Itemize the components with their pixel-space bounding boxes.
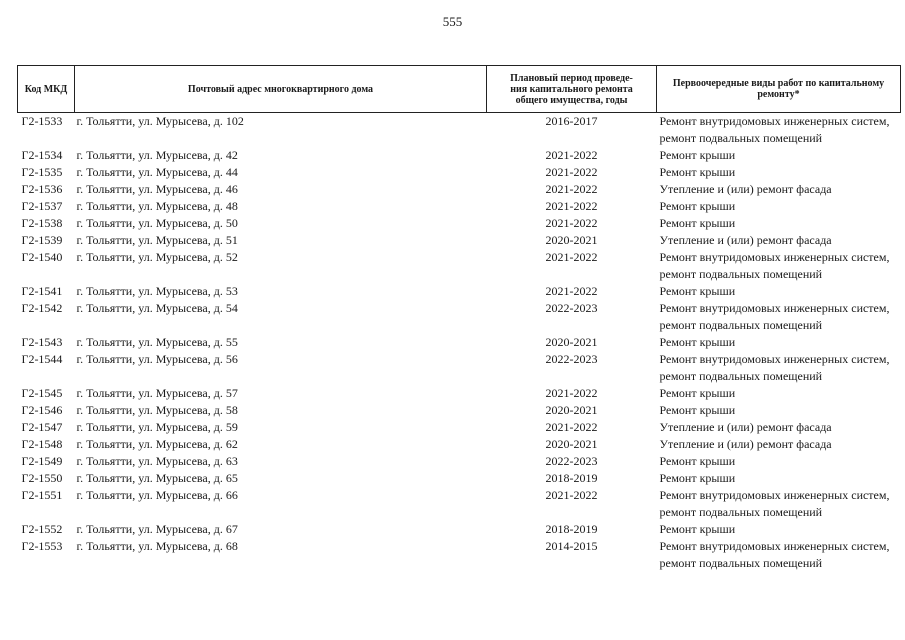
priority-works — [657, 487, 901, 521]
mkd-code: Г2-1544 — [21, 352, 63, 366]
work-item: Ремонт внутридомовых инженерных систем, — [659, 250, 890, 264]
priority-works — [657, 113, 901, 148]
table-row — [18, 402, 901, 419]
postal-address: г. Тольятти, ул. Мурысева, д. 44 — [76, 165, 238, 179]
table-row — [18, 487, 901, 521]
priority-works — [657, 147, 901, 164]
work-item: ремонт подвальных помещений — [659, 556, 823, 570]
postal-address: г. Тольятти, ул. Мурысева, д. 102 — [76, 114, 244, 128]
table-row — [18, 538, 901, 572]
postal-address: г. Тольятти, ул. Мурысева, д. 53 — [76, 284, 238, 298]
work-item: ремонт подвальных помещений — [659, 267, 823, 281]
work-item: Ремонт внутридомовых инженерных систем, — [659, 539, 890, 553]
mkd-code: Г2-1543 — [21, 335, 63, 349]
header-period-line: Плановый период проведе- — [510, 72, 633, 84]
postal-address: г. Тольятти, ул. Мурысева, д. 48 — [76, 199, 238, 213]
mkd-code: Г2-1540 — [21, 250, 63, 264]
work-item: Ремонт внутридомовых инженерных систем, — [659, 352, 890, 366]
planned-period: 2021-2022 — [545, 488, 598, 502]
table-row — [18, 334, 901, 351]
table-header — [18, 66, 901, 113]
postal-address: г. Тольятти, ул. Мурысева, д. 59 — [76, 420, 238, 434]
postal-address: г. Тольятти, ул. Мурысева, д. 66 — [76, 488, 238, 502]
planned-period: 2016-2017 — [545, 114, 598, 128]
work-item: ремонт подвальных помещений — [659, 369, 823, 383]
header-address: Почтовый адрес многоквартирного дома — [75, 66, 487, 113]
postal-address: г. Тольятти, ул. Мурысева, д. 54 — [76, 301, 238, 315]
postal-address: г. Тольятти, ул. Мурысева, д. 51 — [76, 233, 238, 247]
planned-period: 2020-2021 — [545, 437, 598, 451]
priority-works — [657, 249, 901, 283]
work-item: Ремонт крыши — [659, 522, 736, 536]
header-period-line: общего имущества, годы — [515, 94, 628, 106]
planned-period: 2022-2023 — [545, 301, 598, 315]
work-item: Ремонт крыши — [659, 454, 736, 468]
work-item: Утепление и (или) ремонт фасада — [659, 437, 832, 451]
planned-period: 2022-2023 — [545, 454, 598, 468]
page-number: 555 — [442, 14, 463, 29]
priority-works — [657, 215, 901, 232]
table-row — [18, 232, 901, 249]
header-row — [18, 66, 901, 113]
planned-period: 2021-2022 — [545, 165, 598, 179]
priority-works — [657, 283, 901, 300]
planned-period: 2021-2022 — [545, 250, 598, 264]
postal-address: г. Тольятти, ул. Мурысева, д. 55 — [76, 335, 238, 349]
priority-works — [657, 198, 901, 215]
planned-period: 2022-2023 — [545, 352, 598, 366]
mkd-code: Г2-1550 — [21, 471, 63, 485]
mkd-code: Г2-1545 — [21, 386, 63, 400]
postal-address: г. Тольятти, ул. Мурысева, д. 56 — [76, 352, 238, 366]
table-row — [18, 453, 901, 470]
priority-works — [657, 453, 901, 470]
planned-period: 2020-2021 — [545, 335, 598, 349]
planned-period: 2021-2022 — [545, 420, 598, 434]
mkd-code: Г2-1548 — [21, 437, 63, 451]
postal-address: г. Тольятти, ул. Мурысева, д. 52 — [76, 250, 238, 264]
table-row — [18, 215, 901, 232]
planned-period: 2018-2019 — [545, 522, 598, 536]
postal-address: г. Тольятти, ул. Мурысева, д. 50 — [76, 216, 238, 230]
table-row — [18, 300, 901, 334]
table-row — [18, 521, 901, 538]
table-row — [18, 385, 901, 402]
mkd-code: Г2-1552 — [21, 522, 63, 536]
postal-address: г. Тольятти, ул. Мурысева, д. 42 — [76, 148, 238, 162]
work-item: Ремонт внутридомовых инженерных систем, — [659, 114, 890, 128]
priority-works — [657, 300, 901, 334]
priority-works — [657, 181, 901, 198]
work-item: Утепление и (или) ремонт фасада — [659, 420, 832, 434]
work-item: Ремонт крыши — [659, 284, 736, 298]
table-row — [18, 351, 901, 385]
priority-works — [657, 334, 901, 351]
mkd-code: Г2-1533 — [21, 114, 63, 128]
priority-works — [657, 419, 901, 436]
work-item: Утепление и (или) ремонт фасада — [659, 182, 832, 196]
mkd-code: Г2-1539 — [21, 233, 63, 247]
table-row — [18, 249, 901, 283]
priority-works — [657, 385, 901, 402]
table-body — [18, 113, 901, 573]
planned-period: 2020-2021 — [545, 403, 598, 417]
priority-works — [657, 521, 901, 538]
priority-works — [657, 436, 901, 453]
postal-address: г. Тольятти, ул. Мурысева, д. 62 — [76, 437, 238, 451]
priority-works — [657, 402, 901, 419]
work-item: Ремонт крыши — [659, 216, 736, 230]
table-row — [18, 164, 901, 181]
mkd-code: Г2-1536 — [21, 182, 63, 196]
header-code: Код МКД — [18, 66, 75, 113]
priority-works — [657, 351, 901, 385]
repair-schedule-table — [17, 65, 901, 572]
postal-address: г. Тольятти, ул. Мурысева, д. 67 — [76, 522, 238, 536]
planned-period: 2021-2022 — [545, 216, 598, 230]
work-item: Ремонт крыши — [659, 335, 736, 349]
mkd-code: Г2-1534 — [21, 148, 63, 162]
work-item: Ремонт крыши — [659, 386, 736, 400]
header-period — [487, 66, 657, 113]
header-period-line: ния капитального ремонта — [510, 83, 633, 95]
work-item: Утепление и (или) ремонт фасада — [659, 233, 832, 247]
priority-works — [657, 470, 901, 487]
postal-address: г. Тольятти, ул. Мурысева, д. 63 — [76, 454, 238, 468]
work-item: Ремонт крыши — [659, 148, 736, 162]
priority-works — [657, 164, 901, 181]
table-row — [18, 436, 901, 453]
work-item: Ремонт внутридомовых инженерных систем, — [659, 301, 890, 315]
planned-period: 2018-2019 — [545, 471, 598, 485]
planned-period: 2021-2022 — [545, 199, 598, 213]
postal-address: г. Тольятти, ул. Мурысева, д. 68 — [76, 539, 238, 553]
table-row — [18, 147, 901, 164]
work-item: Ремонт крыши — [659, 165, 736, 179]
mkd-code: Г2-1542 — [21, 301, 63, 315]
work-item: ремонт подвальных помещений — [659, 131, 823, 145]
postal-address: г. Тольятти, ул. Мурысева, д. 57 — [76, 386, 238, 400]
work-item: ремонт подвальных помещений — [659, 318, 823, 332]
mkd-code: Г2-1553 — [21, 539, 63, 553]
planned-period: 2021-2022 — [545, 386, 598, 400]
header-works — [657, 66, 901, 113]
work-item: Ремонт крыши — [659, 199, 736, 213]
planned-period: 2021-2022 — [545, 148, 598, 162]
table-row — [18, 470, 901, 487]
table-row — [18, 113, 901, 148]
mkd-code: Г2-1538 — [21, 216, 63, 230]
table-row — [18, 283, 901, 300]
postal-address: г. Тольятти, ул. Мурысева, д. 65 — [76, 471, 238, 485]
mkd-code: Г2-1546 — [21, 403, 63, 417]
work-item: Ремонт крыши — [659, 471, 736, 485]
mkd-code: Г2-1535 — [21, 165, 63, 179]
priority-works — [657, 232, 901, 249]
work-item: Ремонт крыши — [659, 403, 736, 417]
priority-works — [657, 538, 901, 572]
planned-period: 2014-2015 — [545, 539, 598, 553]
mkd-code: Г2-1537 — [21, 199, 63, 213]
planned-period: 2020-2021 — [545, 233, 598, 247]
mkd-code: Г2-1547 — [21, 420, 63, 434]
header-works-line: ремонту* — [757, 89, 800, 100]
planned-period: 2021-2022 — [545, 182, 598, 196]
table-row — [18, 198, 901, 215]
table-row — [18, 181, 901, 198]
postal-address: г. Тольятти, ул. Мурысева, д. 46 — [76, 182, 238, 196]
table-row — [18, 419, 901, 436]
work-item: Ремонт внутридомовых инженерных систем, — [659, 488, 890, 502]
mkd-code: Г2-1541 — [21, 284, 63, 298]
postal-address: г. Тольятти, ул. Мурысева, д. 58 — [76, 403, 238, 417]
mkd-code: Г2-1551 — [21, 488, 63, 502]
header-works-line: Первоочередные виды работ по капитальному — [672, 78, 885, 89]
planned-period: 2021-2022 — [545, 284, 598, 298]
work-item: ремонт подвальных помещений — [659, 505, 823, 519]
mkd-code: Г2-1549 — [21, 454, 63, 468]
